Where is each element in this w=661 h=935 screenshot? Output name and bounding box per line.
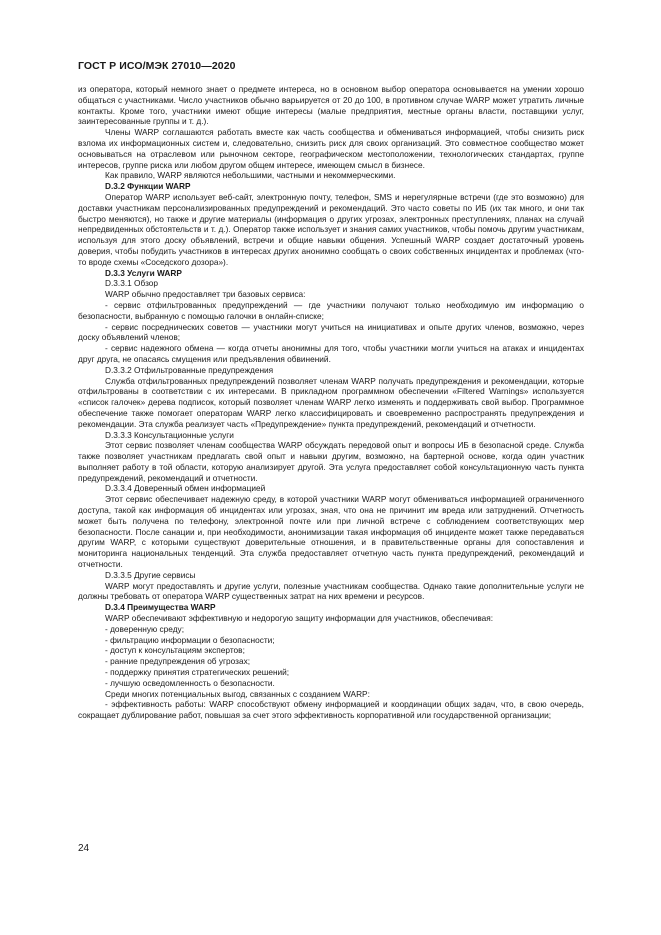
paragraph: - сервис отфильтрованных предупреждений — где участники получают только необходимую им информацию о безопасности, выбранную с помощью галочки в онлайн-списке; (78, 299, 584, 321)
paragraph: Этот сервис позволяет членам сообщества WARP обсуждать передовой опыт и вопросы ИБ в безопасной среде. Служба также позволяет участникам предлагать свой опыт и навыки другим, возможно, на бартерной основе, когда один участник выполняет работу в той области, которую анализирует другой. Эта услуга предоставляет собой консультационную часть пункта предупреждений, рекомендаций и отчетности. (78, 440, 584, 483)
paragraph: - эффективность работы: WARP способствуют обмену информацией и координации общих задач, что, в свою очередь, сокращает дублирование работ, повышая за счет этого эффективность корпоративной или государственной организации; (78, 699, 584, 721)
paragraph: из оператора, который немного знает о предмете интереса, но в основном выбор оператора основывается на умении хорошо общаться с участниками. Число участников обычно варьируется от 20 до 100, в противном случае WARP может утратить личные контакты. Кроме того, участники имеют общие интересы (малые предприятия, местные органы власти, поставщики услуг, заинтересованные группы и т. д.). (78, 84, 584, 127)
paragraph: - лучшую осведомленность о безопасности. (105, 677, 275, 688)
paragraph: Как правило, WARP являются небольшими, частными и некоммерческими. (105, 170, 396, 181)
paragraph: Служба отфильтрованных предупреждений позволяет членам WARP получать предупреждения и рекомендации, которые отфильтрованы в соответствии с их интересами. В прикладном программном обеспечении «Filtered Warnings» используется «список галочек» дерева подписок, который позволяет членам WARP легко изменять и поддерживать свой выбор. Программное обеспечение также помогает операторам WARP легко классифицировать и своевременно распространять предупреждения и рекомендации. Эта служба реализует часть «Предупреждение» пункта предупреждений, рекомендаций и отчетности. (78, 375, 584, 429)
paragraph: - сервис надежного обмена — когда отчеты анонимны для того, чтобы участники могли учиться на атаках и инцидентах друг друга, не опасаясь смущения или предъявления обвинений. (78, 343, 584, 364)
paragraph: D.3.3.2 Отфильтрованные предупреждения (105, 364, 274, 375)
paragraph: Среди многих потенциальных выгод, связанных с созданием WARP: (105, 688, 370, 699)
section-heading: D.3.3 Услуги WARP (105, 267, 182, 278)
running-header: ГОСТ Р ИСО/МЭК 27010—2020 (78, 60, 236, 72)
paragraph: Этот сервис обеспечивает надежную среду, в которой участники WARP могут обмениваться информацией ограниченного доступа, такой как информация об инцидентах или угрозах, зная, что она не причинит им вреда или затруднений. Отчетность может быть получена по телефону, электронной почте или при личной встрече с соблюдением соответствующих мер безопасности. После санации и, при необходимости, анонимизации такая информация об инциденте может также передаваться другим WARP, с которыми существуют доверительные отношения, и в правительственные органы для сопоставления и мониторинга национальных тенденций. Эта служба предоставляет отчетную часть пункта предупреждений, рекомендаций и отчетности. (78, 494, 584, 570)
paragraph: D.3.3.5 Другие сервисы (105, 569, 196, 580)
paragraph: - ранние предупреждения об угрозах; (105, 656, 251, 667)
paragraph: D.3.3.4 Доверенный обмен информацией (105, 483, 266, 494)
paragraph: D.3.3.1 Обзор (105, 278, 159, 289)
paragraph: WARP обеспечивают эффективную и недорогую защиту информации для участников, обеспечивая: (105, 613, 494, 624)
paragraph: Оператор WARP использует веб-сайт, электронную почту, телефон, SMS и нерегулярные встречи (где это возможно) для доставки участникам персонализированных предупреждений и рекомендаций. Это часто советы по ИБ (их так много, и они так быстро меняются), но также и другие материалы (информация о других угрозах, электронных преступлениях, планах на случай непредвиденных обстоятельств и т. д.). Оператор также использует и знания самих участников, чтобы помочь другим участникам, используя для этого доску объявлений, встречи и общие навыки общения. Успешный WARP создает достаточный уровень доверия, чтобы побудить участников в интересах других анонимно сообщать о своих собственных инцидентах и проблемах (что-то вроде схемы «Соседского дозора»). (78, 191, 584, 267)
paragraph: WARP могут предоставлять и другие услуги, полезные участникам сообщества. Однако такие дополнительные услуги не должны требовать от оператора WARP существенных затрат на них времени и ресурсов. (78, 580, 584, 602)
section-heading: D.3.2 Функции WARP (105, 181, 191, 192)
paragraph: - сервис посреднических советов — участники могут учиться на инициативах и опыте других членов, возможно, через доску объявлений членов; (78, 321, 584, 343)
paragraph: - доступ к консультациям экспертов; (105, 645, 245, 656)
page-number: 24 (78, 843, 90, 854)
paragraph: Члены WARP соглашаются работать вместе как часть сообщества и обмениваться информацией, чтобы снизить риск взлома их информационных систем и, следовательно, снизить риск для своих организаций. Это совместное сообщество может основываться на отраслевом или рыночном секторе, географическом местоположении, технологических стандартах, группе интересов, группе риска или любом другом общем интересе, имеющем смысл в бизнесе. (78, 127, 584, 170)
paragraph: - поддержку принятия стратегических решений; (105, 667, 290, 678)
paragraph: - доверенную среду; (105, 623, 185, 634)
paragraph: - фильтрацию информации о безопасности; (105, 634, 275, 645)
section-heading: D.3.4 Преимущества WARP (105, 602, 216, 613)
paragraph: D.3.3.3 Консультационные услуги (105, 429, 234, 440)
paragraph: WARP обычно предоставляет три базовых сервиса: (105, 289, 306, 300)
body-text (78, 84, 584, 721)
